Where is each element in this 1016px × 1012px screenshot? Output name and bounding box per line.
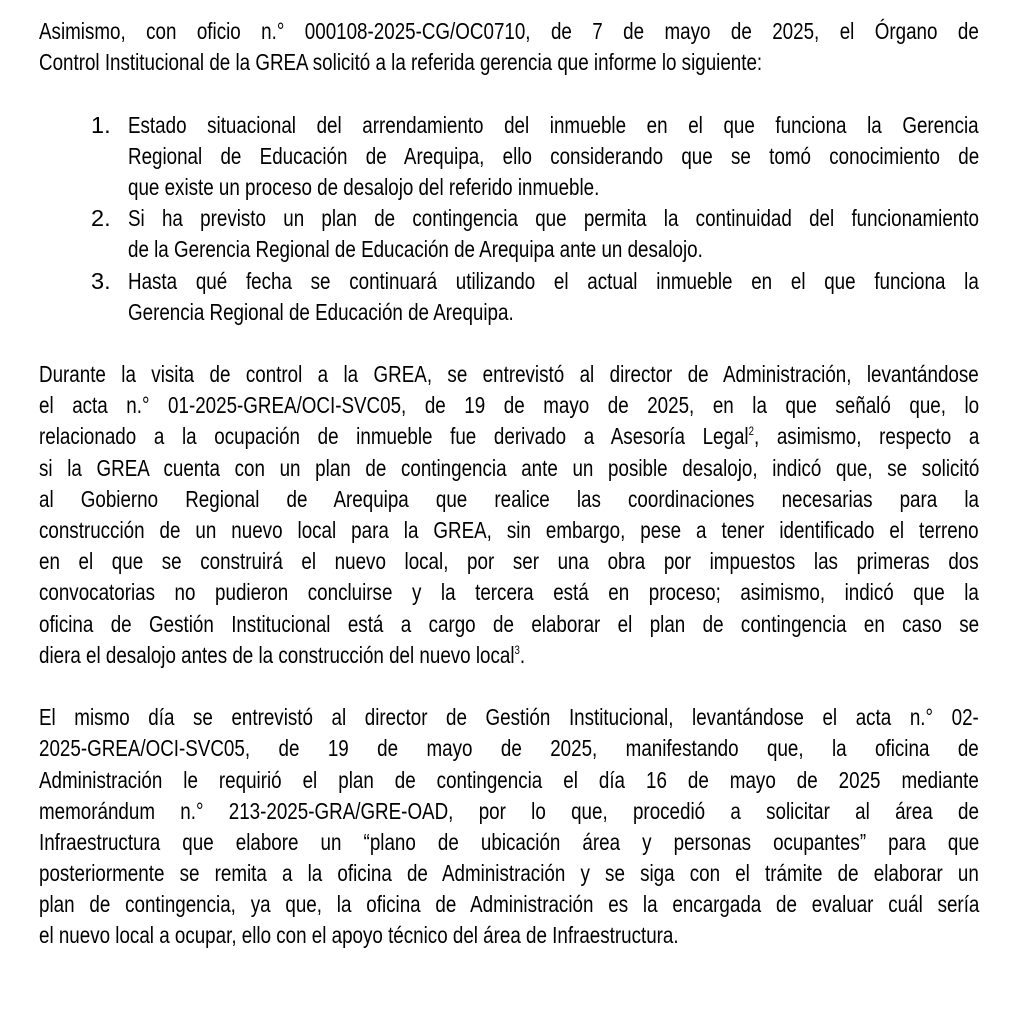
text-line: el acta n.° 01-2025-GREA/OCI-SVC05, de 19 de mayo de 2025, en la que señaló que, lo: [39, 392, 980, 419]
list-item: [39, 203, 979, 265]
text-line: de la Gerencia Regional de Educación de Arequipa ante un desalojo.: [128, 236, 703, 263]
text-line: Administración le requirió el plan de contingencia el día 16 de mayo de 2025 mediante: [39, 766, 979, 793]
list-item: [39, 266, 979, 328]
text-line: oficina de Gestión Institucional está a cargo de elaborar el plan de contingencia en caso se: [39, 610, 980, 637]
text-segment: relacionado a la ocupación de inmueble fue derivado a Asesoría Legal: [39, 423, 749, 450]
text-line: Estado situacional del arrendamiento del inmueble en el que funciona la Gerencia: [128, 111, 979, 138]
text-line: 2025-GREA/OCI-SVC05, de 19 de mayo de 2025, manifestando que, la oficina de: [39, 735, 979, 762]
text-line: al Gobierno Regional de Arequipa que realice las coordinaciones necesarias para la: [39, 485, 979, 512]
paragraph-director-gestion-institucional: [39, 702, 979, 952]
list-item-number: 3.: [91, 267, 111, 294]
numbered-list: [39, 110, 979, 328]
paragraph-oficio-request: [39, 16, 979, 78]
list-item-number: 1.: [91, 111, 111, 138]
text-line-with-footnote: [39, 421, 979, 452]
text-segment: .: [519, 641, 526, 668]
list-item-number: 2.: [91, 205, 111, 232]
text-line: Infraestructura que elabore un “plano de ubicación área y personas ocupantes” para que: [39, 828, 980, 855]
text-line: Asimismo, con oficio n.° 000108-2025-CG/OC0710, de 7 de mayo de 2025, el Órgano de: [39, 18, 979, 44]
text-line: convocatorias no pudieron concluirse y la tercera está en proceso; asimismo, indicó que la: [39, 579, 979, 606]
text-line: Durante la visita de control a la GREA, se entrevistó al director de Administración, levantándose: [39, 361, 979, 388]
text-line: si la GREA cuenta con un plan de contingencia ante un posible desalojo, indicó que, se solicitó: [39, 454, 980, 481]
paragraph-director-administracion: [39, 359, 979, 671]
text-segment: , asimismo, respecto a: [753, 423, 980, 450]
text-line: Hasta qué fecha se continuará utilizando el actual inmueble en el que funciona la: [128, 267, 979, 294]
text-line: en el que se construirá el nuevo local, por ser una obra por impuestos las primeras dos: [39, 548, 979, 575]
text-line: memorándum n.° 213-2025-GRA/GRE-OAD, por lo que, procedió a solicitar al área de: [39, 797, 979, 824]
text-line: construcción de un nuevo local para la GREA, sin embargo, pese a tener identificado el terreno: [39, 517, 979, 543]
list-item: [39, 110, 979, 204]
text-line: El mismo día se entrevistó al director de Gestión Institucional, levantándose el acta n.° 02-: [39, 704, 979, 731]
text-line: el nuevo local a ocupar, ello con el apoyo técnico del área de Infraestructura.: [39, 922, 679, 949]
text-line: Gerencia Regional de Educación de Arequipa.: [128, 298, 514, 325]
text-line-with-footnote: [39, 640, 525, 671]
text-line: que existe un proceso de desalojo del referido inmueble.: [128, 173, 600, 200]
text-line: Control Institucional de la GREA solicitó a la referida gerencia que informe lo siguiente:: [39, 49, 763, 76]
text-segment: diera el desalojo antes de la construcción del nuevo local: [39, 641, 515, 668]
footnote-ref-3[interactable]: 3: [514, 642, 520, 657]
document-page: [39, 16, 979, 952]
text-line: plan de contingencia, ya que, la oficina de Administración es la encargada de evaluar cuál sería: [39, 891, 980, 918]
text-line: Si ha previsto un plan de contingencia que permita la continuidad del funcionamiento: [128, 205, 979, 232]
text-line: posteriormente se remita a la oficina de Administración y se siga con el trámite de elaborar un: [39, 860, 979, 887]
footnote-ref-2[interactable]: 2: [748, 424, 754, 439]
text-line: Regional de Educación de Arequipa, ello considerando que se tomó conocimiento de: [128, 142, 980, 169]
